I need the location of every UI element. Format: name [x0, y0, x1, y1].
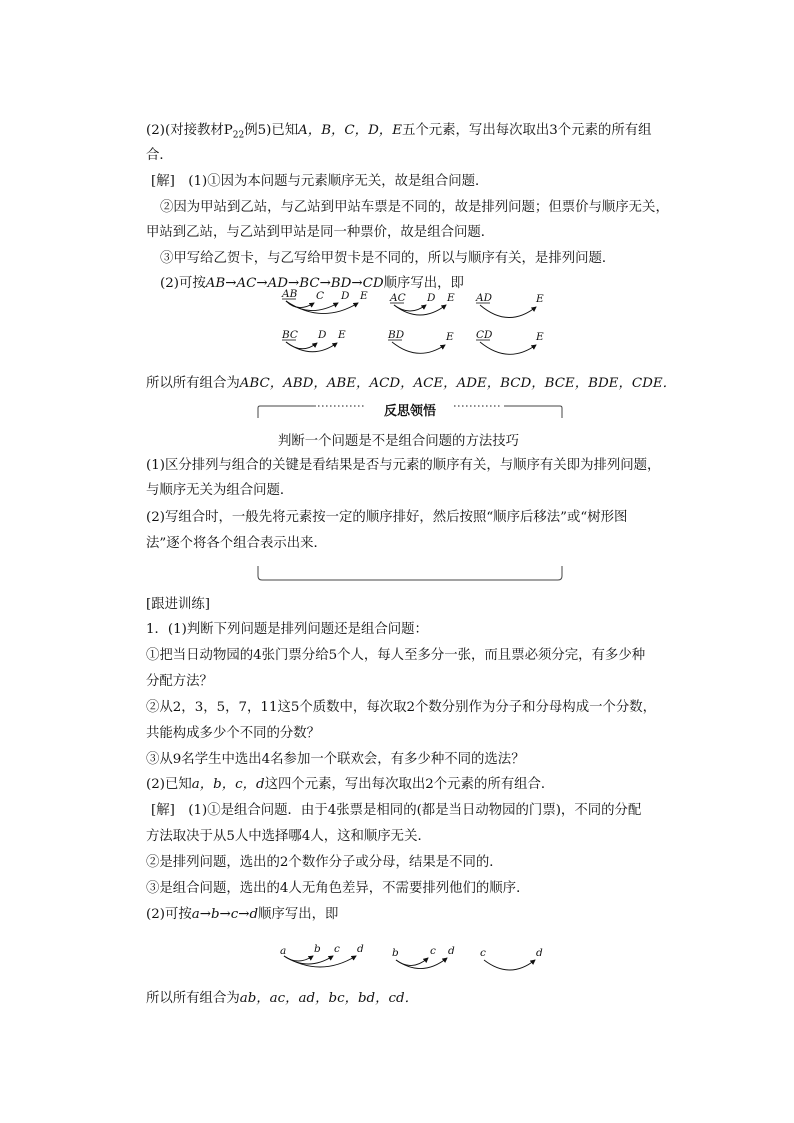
tree-arc: [286, 301, 358, 314]
tree-arc: [480, 305, 536, 318]
tree-node-c2: c: [430, 945, 436, 957]
reflection-box-bottom-border: [256, 564, 564, 586]
tree-node-a: a: [280, 945, 287, 957]
tree-node-E: E: [360, 290, 368, 302]
reflection-p2a: (2)写组合时，一般先将元素按一定的顺序排好，然后按照“顺序后移法”或“树形图: [146, 510, 628, 525]
tree-node-E5: E: [446, 331, 454, 343]
combination-tree-diagram-abcd: [276, 940, 556, 984]
practice-q1-1b: 分配方法？: [146, 674, 213, 689]
practice-tag: [跟进训练]: [146, 597, 211, 612]
solution-tag: [解]: [151, 803, 175, 818]
practice-q1-1a: ①把当日动物园的4张门票分给5个人，每人至多分一张，而且票必须分完，有多少种: [146, 648, 646, 663]
tree-node-D3: D: [318, 329, 327, 341]
tree-node-D2: D: [427, 292, 436, 304]
practice-sol-line1a: [解] (1)①是组合问题．由于4张票是相同的(都是当日动物园的门票)，不同的分配: [151, 803, 642, 818]
tree-node-E3: E: [536, 293, 544, 305]
combination-tree-diagram-ABCDE: [270, 285, 560, 367]
tree-arc: [394, 305, 446, 315]
tree-node-c: c: [334, 943, 340, 955]
tree-node-AC: AC: [390, 292, 406, 304]
tree-node-BD: BD: [388, 329, 405, 341]
tree-node-AD: AD: [476, 292, 493, 304]
practice-sol-line2: ②是排列问题，选出的2个数作分子或分母，结果是不同的．: [146, 855, 503, 870]
practice-sol-line3: ③是组合问题，选出的4人无角色差异，不需要排列他们的顺序．: [146, 881, 530, 896]
tree-node-b2: b: [392, 947, 399, 959]
practice-q1-2a: ②从2，3，5，7，11这5个质数中，每次取2个数分别作为分子和分母构成一个分数，: [146, 700, 657, 715]
tree-node-b: b: [314, 943, 321, 955]
practice-sol-line4: (2)可按a→b→c→d顺序写出，即: [146, 907, 339, 922]
ex-solution-line1: [解] (1)①因为本问题与元素顺序无关，故是组合问题．: [151, 174, 489, 189]
tree-node-d3: d: [536, 947, 543, 959]
tree-node-d2: d: [448, 945, 455, 957]
reflection-p1a: (1)区分排列与组合的关键是看结果是否与元素的顺序有关，与顺序有关即为排列问题，: [146, 458, 661, 473]
tree-node-CD: CD: [476, 329, 493, 341]
ex-solution-line2a: ②因为甲站到乙站，与乙站到甲站车票是不同的，故是排列问题；但票价与顺序无关，: [160, 200, 669, 215]
tree-arc: [480, 342, 536, 354]
tree-arc: [392, 342, 445, 353]
tree-node-E2: E: [447, 292, 455, 304]
ex-question-line2: 合．: [146, 148, 173, 163]
reflection-p1b: 与顺序无关为组合问题．: [146, 483, 294, 498]
ex-question-line1: (2)(对接教材$P_{22}$例5)已知A，B，C，D，E五个元素，写出每次取出3个元素的所有组: [146, 123, 652, 141]
tree-node-E6: E: [536, 331, 544, 343]
tree-arc: [284, 956, 356, 967]
practice-q1: 1．(1)判断下列问题是排列问题还是组合问题：: [146, 622, 428, 637]
tree-arc: [484, 960, 535, 970]
ex-solution-line2b: 甲站到乙站，与乙站到甲站是同一种票价，故是组合问题．: [146, 225, 495, 240]
tree-node-C: C: [316, 290, 325, 302]
tree-arc: [396, 958, 447, 969]
tree-node-d: d: [357, 943, 364, 955]
ex-solution-line4: (2)可按AB→AC→AD→BC→BD→CD顺序写出，即: [160, 276, 464, 291]
tree-node-BC: BC: [282, 329, 298, 341]
tree-node-AB: AB: [282, 288, 298, 300]
ex-result-line: 所以所有组合为ABC，ABD，ABE，ACD，ACE，ADE，BCD，BCE，BDE，CDE．: [146, 376, 676, 391]
practice-result-line: 所以所有组合为ab，ac，ad，bc，bd，cd．: [146, 991, 418, 1006]
reflection-title: 判断一个问题是不是组合问题的方法技巧: [277, 434, 520, 449]
reflection-p2b: 法”逐个将各个组合表示出来．: [146, 536, 327, 551]
practice-q1-2b: 共能构成多少个不同的分数？: [146, 726, 321, 741]
practice-q1-3: ③从9名学生中选出4名参加一个联欢会，有多少种不同的选法？: [146, 752, 525, 767]
tree-node-c3: c: [480, 947, 486, 959]
solution-tag: [解]: [151, 174, 175, 189]
tree-node-D: D: [341, 290, 350, 302]
practice-q2: (2)已知a，b，c，d这四个元素，写出每次取出2个元素的所有组合．: [146, 777, 555, 792]
ex-solution-line3: ③甲写给乙贺卡，与乙写给甲贺卡是不同的，所以与顺序有关，是排列问题．: [160, 251, 616, 266]
tree-node-E4: E: [338, 329, 346, 341]
practice-sol-line1b: 方法取决于从5人中选择哪4人，这和顺序无关．: [146, 829, 431, 844]
reflection-badge: 反思领悟: [383, 404, 436, 419]
ex-question-subscript: 22: [232, 130, 245, 141]
tree-arc: [396, 958, 428, 966]
